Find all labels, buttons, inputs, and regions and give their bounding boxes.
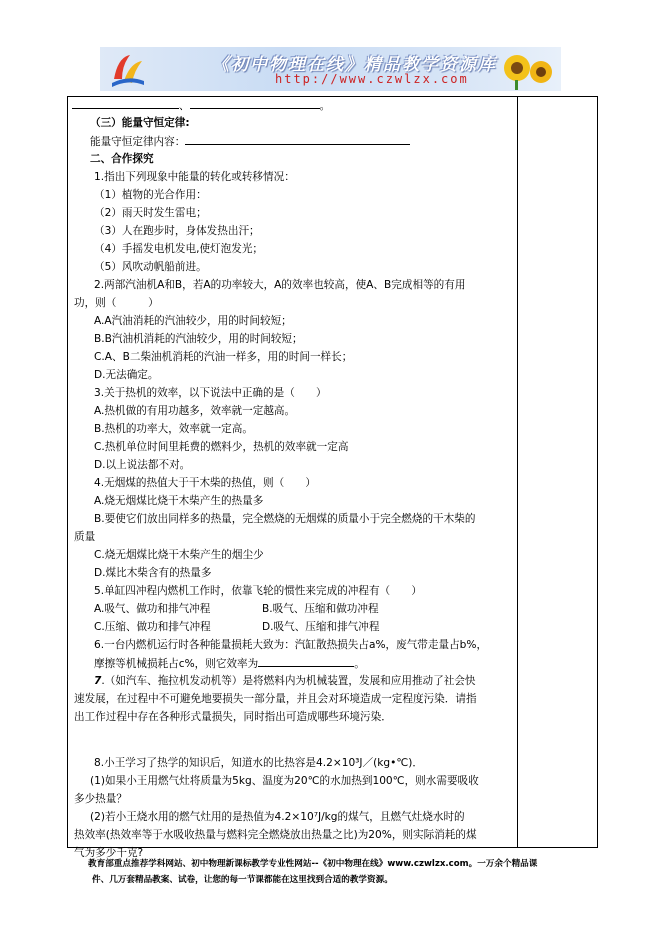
- option-text: B.B汽油机消耗的汽油较少，用的时间较短；: [94, 333, 303, 345]
- site-banner: [100, 47, 561, 91]
- question-text: 多少热量？: [74, 793, 127, 805]
- question-text: 5.单缸四冲程内燃机工作时，依靠飞轮的惯性来完成的冲程有（ ）: [94, 585, 422, 597]
- option-row: [72, 618, 516, 636]
- question-text: 气为多少千克?: [74, 847, 144, 859]
- question-text: 1.指出下列现象中能量的转化或转移情况：: [94, 171, 295, 183]
- sunflower-icon: [497, 48, 555, 90]
- footer-line: 教育部重点推荐学科网站、初中物理新课标教学专业性网站--《初中物理在线》www.czwlzx.com。一万余个精品课: [88, 859, 538, 869]
- question-text: 摩擦等机械损耗占c%，则它效率为 。: [72, 654, 516, 672]
- option-text: B.吸气、压缩和做功冲程: [262, 603, 379, 615]
- site-logo-icon: [108, 49, 148, 89]
- blank-1[interactable]: [72, 96, 179, 109]
- question-text: 热效率(热效率等于水吸收热量与燃料完全燃烧放出热量之比)为20%，则实际消耗的煤: [74, 829, 477, 841]
- option-text: C.压缩、做功和排气冲程: [94, 621, 211, 633]
- list-item: （1）植物的光合作用：: [94, 189, 207, 201]
- option-text: D.无法确定。: [94, 369, 159, 381]
- option-text: D.吸气、压缩和排气冲程: [262, 621, 380, 633]
- option-text: C.热机单位时间里耗费的燃料少，热机的效率就一定高: [94, 441, 349, 453]
- footer-line: 件、几万套精品教案、试卷，让您的每一节课都能在这里找到合适的教学资源。: [92, 875, 393, 885]
- list-item: （4）手摇发电机发电,使灯泡发光；: [94, 243, 264, 255]
- option-text: A.A汽油消耗的汽油较少，用的时间较短；: [94, 315, 292, 327]
- section-heading: （三）能量守恒定律:: [90, 117, 190, 129]
- question-text: 4.无烟煤的热值大于干木柴的热值，则（ ）: [94, 477, 316, 489]
- option-text: A.烧无烟煤比烧干木柴产生的热量多: [94, 495, 264, 507]
- definition-line: 能量守恒定律内容：: [72, 132, 516, 150]
- option-text: B.要使它们放出同样多的热量，完全燃烧的无烟煤的质量小于完全燃烧的干木柴的: [94, 513, 476, 525]
- blank-4[interactable]: [258, 654, 354, 667]
- question-text: 3.关于热机的效率，以下说法中正确的是（ ）: [94, 387, 327, 399]
- option-text: B.热机的功率大，效率就一定高。: [94, 423, 253, 435]
- option-row: [72, 600, 516, 618]
- question-text: (1)如果小王用燃气灶将质量为5kg、温度为20℃的水加热到100℃，则水需要吸收: [90, 775, 479, 787]
- question-text: 6.一台内燃机运行时各种能量损耗大致为：汽缸散热损失占a%，废气带走量占b%，: [94, 639, 488, 651]
- option-text: D.以上说法都不对。: [94, 459, 191, 471]
- blank-3[interactable]: [185, 132, 410, 145]
- banner-url[interactable]: http://www.czwlzx.com: [275, 72, 469, 86]
- question-text: 速发展，在过程中不可避免地要损失一部分量，并且会对环境造成一定程度污染．请指: [74, 693, 477, 705]
- question-text: 功，则（ ）: [74, 297, 159, 309]
- list-item: （2）雨天时发生雷电；: [94, 207, 207, 219]
- option-text: A.吸气、做功和排气冲程: [94, 603, 211, 615]
- question-text: 7.（如汽车、拖拉机发动机等）是将燃料内为机械装置，发展和应用推动了社会快: [94, 675, 476, 687]
- question-text: (2)若小王烧水用的燃气灶用的是热值为4.2×10⁷J/kg的煤气，且燃气灶烧水时的: [90, 811, 465, 823]
- option-text: C.烧无烟煤比烧干木柴产生的烟尘少: [94, 549, 264, 561]
- option-text: D.煤比木柴含有的热量多: [94, 567, 212, 579]
- question-text: 2.两部汽油机A和B，若A的功率较大，A的效率也较高，使A、B完成相等的有用: [94, 279, 466, 291]
- option-text: 质量: [74, 531, 96, 543]
- question-text: 出工作过程中存在各种形式量损失，同时指出可造成哪些环境污染．: [74, 711, 392, 723]
- banner-title: 《初中物理在线》精品教学资源库: [212, 55, 497, 75]
- section-heading: 二、合作探究: [90, 153, 154, 165]
- table-column-divider: [517, 97, 518, 847]
- fill-blank-line: 、 。: [72, 96, 516, 114]
- list-item: （3）人在跑步时，身体发热出汗；: [94, 225, 260, 237]
- blank-2[interactable]: [190, 96, 320, 109]
- list-item: （5）风吹动帆船前进。: [94, 261, 207, 273]
- question-text: 8.小王学习了热学的知识后，知道水的比热容是4.2×10³J／(kg•℃)．: [94, 757, 424, 769]
- option-text: C.A、B二柴油机消耗的汽油一样多，用的时间一样长；: [94, 351, 353, 363]
- answer-space[interactable]: [72, 726, 516, 754]
- worksheet-body: [72, 96, 516, 862]
- option-text: A.热机做的有用功越多，效率就一定越高。: [94, 405, 296, 417]
- page-footer: [88, 856, 588, 888]
